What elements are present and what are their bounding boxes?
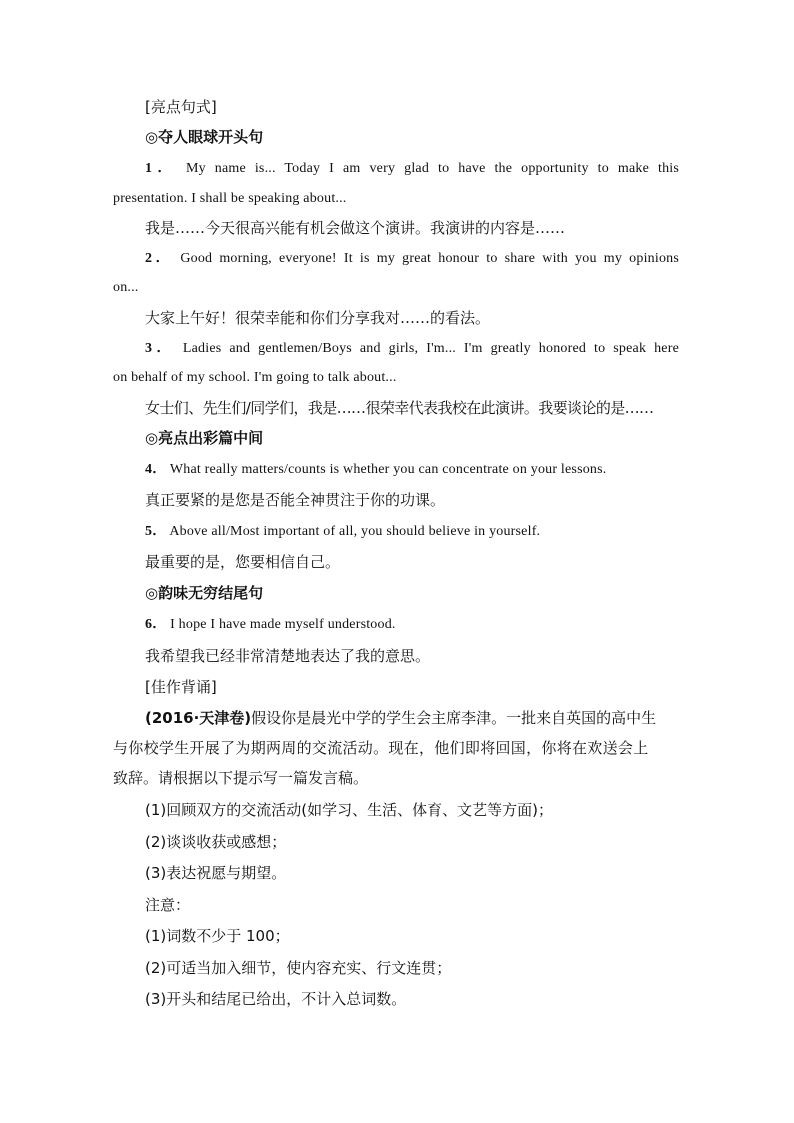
section-title-middle: ◎亮点出彩篇中间 [145, 429, 264, 447]
sentence-2-number: 2． [145, 251, 174, 266]
essay-prompt-line2: 与你校学生开展了为期两周的交流活动。现在，他们即将回国，你将在欢送会上 [113, 739, 649, 757]
sentence-6-english: I hope I have made myself understood. [170, 617, 396, 632]
sentence-6-number: 6． [145, 617, 167, 632]
essay-notes-title: 注意： [145, 896, 191, 914]
section-title-recite: [佳作背诵] [145, 678, 217, 696]
sentence-1-english: My name is... Today I am very glad to have the opportunity to make this [185, 161, 680, 176]
essay-point-1: (1)回顾双方的交流活动(如学习、生活、体育、文艺等方面)； [145, 801, 553, 819]
sentence-1-number: 1． [145, 161, 177, 176]
sentence-4-number: 4． [145, 462, 167, 477]
sentence-4-chinese: 真正要紧的是您是否能全神贯注于你的功课。 [145, 491, 446, 509]
sentence-3-chinese: 女士们、先生们/同学们，我是……很荣幸代表我校在此演讲。我要谈论的是…… [145, 399, 654, 417]
essay-note-1: (1)词数不少于 100； [145, 927, 290, 945]
essay-source: (2016·天津卷) [145, 709, 252, 727]
sentence-2-chinese: 大家上午好！很荣幸能和你们分享我对……的看法。 [145, 309, 491, 327]
sentence-3-number: 3． [145, 341, 175, 356]
sentence-5-english: Above all/Most important of all, you should believe in yourself. [169, 524, 541, 539]
sentence-1-en-line2: presentation. I shall be speaking about... [113, 191, 347, 206]
sentence-6-chinese: 我希望我已经非常清楚地表达了我的意思。 [145, 647, 431, 665]
sentence-4-en-line1 [145, 460, 606, 480]
sentence-1-en-line1 [145, 159, 679, 179]
sentence-3-en-line1 [145, 339, 679, 359]
sentence-3-english: Ladies and gentlemen/Boys and girls, I'm... I'm greatly honored to speak here [182, 341, 679, 356]
essay-point-2: (2)谈谈收获或感想； [145, 833, 287, 851]
section-title-ending: ◎韵味无穷结尾句 [145, 584, 264, 602]
sentence-5-number: 5． [145, 524, 167, 539]
sentence-1-chinese: 我是……今天很高兴能有机会做这个演讲。我演讲的内容是…… [145, 219, 566, 237]
sentence-4-english: What really matters/counts is whether you can concentrate on your lessons. [169, 462, 607, 477]
essay-note-2: (2)可适当加入细节，使内容充实、行文连贯； [145, 959, 452, 977]
essay-prompt-line1 [145, 708, 656, 728]
sentence-6-en-line1 [145, 615, 396, 635]
sentence-2-en-line2: on... [113, 280, 139, 295]
essay-prompt-text-1: 假设你是晨光中学的学生会主席李津。一批来自英国的高中生 [251, 709, 657, 727]
essay-note-3: (3)开头和结尾已给出，不计入总词数。 [145, 990, 407, 1008]
sentence-5-chinese: 最重要的是，您要相信自己。 [145, 553, 341, 571]
sentence-5-en-line1 [145, 522, 540, 542]
essay-point-3: (3)表达祝愿与期望。 [145, 864, 287, 882]
section-title-opening: ◎夺人眼球开头句 [145, 128, 264, 146]
sentence-2-english: Good morning, everyone! It is my great honour to share with you my opinions [180, 251, 679, 266]
sentence-2-en-line1 [145, 249, 679, 269]
section-title-highlight: [亮点句式] [145, 98, 217, 116]
sentence-3-en-line2: on behalf of my school. I'm going to talk about... [113, 370, 397, 385]
essay-prompt-line3: 致辞。请根据以下提示写一篇发言稿。 [113, 769, 369, 787]
